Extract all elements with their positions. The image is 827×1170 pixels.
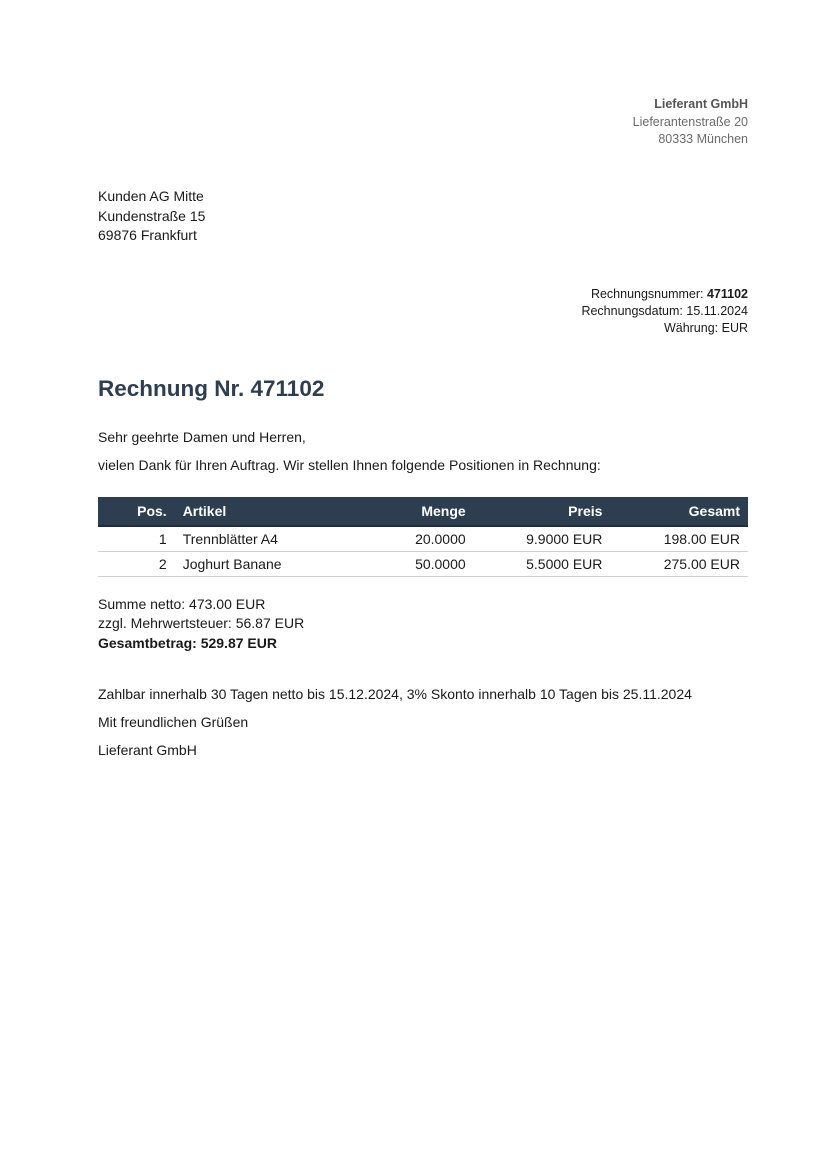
header-preis: Preis [474,497,611,526]
invoice-number-label: Rechnungsnummer: [590,287,707,301]
invoice-title: Rechnung Nr. 471102 [98,376,325,401]
greeting: Sehr geehrte Damen und Herren, [98,429,306,445]
cell-pos: 1 [98,526,175,552]
recipient-city: 69876 Frankfurt [98,227,197,243]
closing-line: Mit freundlichen Grüßen [98,714,249,730]
invoice-number-line [581,286,748,303]
total-net: Summe netto: 473.00 EUR [98,596,266,612]
intro-text: vielen Dank für Ihren Auftrag. Wir stellen Ihnen folgende Positionen in Rechnung: [98,457,601,473]
cell-menge: 50.0000 [361,552,474,577]
header-pos: Pos. [98,497,175,526]
sender-name: Lieferant GmbH [654,97,748,111]
invoice-meta [581,286,748,337]
sender-address [633,96,748,149]
signature: Lieferant GmbH [98,742,197,758]
table-header-row [98,497,748,526]
table-row [98,552,748,577]
header-artikel: Artikel [175,497,361,526]
sender-city: 80333 München [658,132,748,146]
invoice-currency: Währung: EUR [663,321,748,335]
header-menge: Menge [361,497,474,526]
cell-gesamt: 198.00 EUR [610,526,748,552]
cell-artikel: Joghurt Banane [175,552,361,577]
line-items-table [98,497,748,577]
sender-street: Lieferantenstraße 20 [632,114,748,129]
payment-terms: Zahlbar innerhalb 30 Tagen netto bis 15.12.2024, 3% Skonto innerhalb 10 Tagen bis 25.11.2024 [98,686,692,702]
totals-block [98,595,304,653]
table-row [98,526,748,552]
cell-preis: 5.5000 EUR [474,552,611,577]
invoice-date: Rechnungsdatum: 15.11.2024 [581,304,748,318]
cell-preis: 9.9000 EUR [474,526,611,552]
cell-menge: 20.0000 [361,526,474,552]
invoice-number: 471102 [706,287,748,301]
cell-gesamt: 275.00 EUR [610,552,748,577]
total-grand: Gesamtbetrag: 529.87 EUR [98,634,277,651]
recipient-address [98,187,205,246]
recipient-street: Kundenstraße 15 [98,207,206,224]
cell-pos: 2 [98,552,175,577]
cell-artikel: Trennblätter A4 [175,526,361,552]
recipient-name: Kunden AG Mitte [98,188,204,204]
total-vat: zzgl. Mehrwertsteuer: 56.87 EUR [98,615,305,632]
header-gesamt: Gesamt [610,497,748,526]
